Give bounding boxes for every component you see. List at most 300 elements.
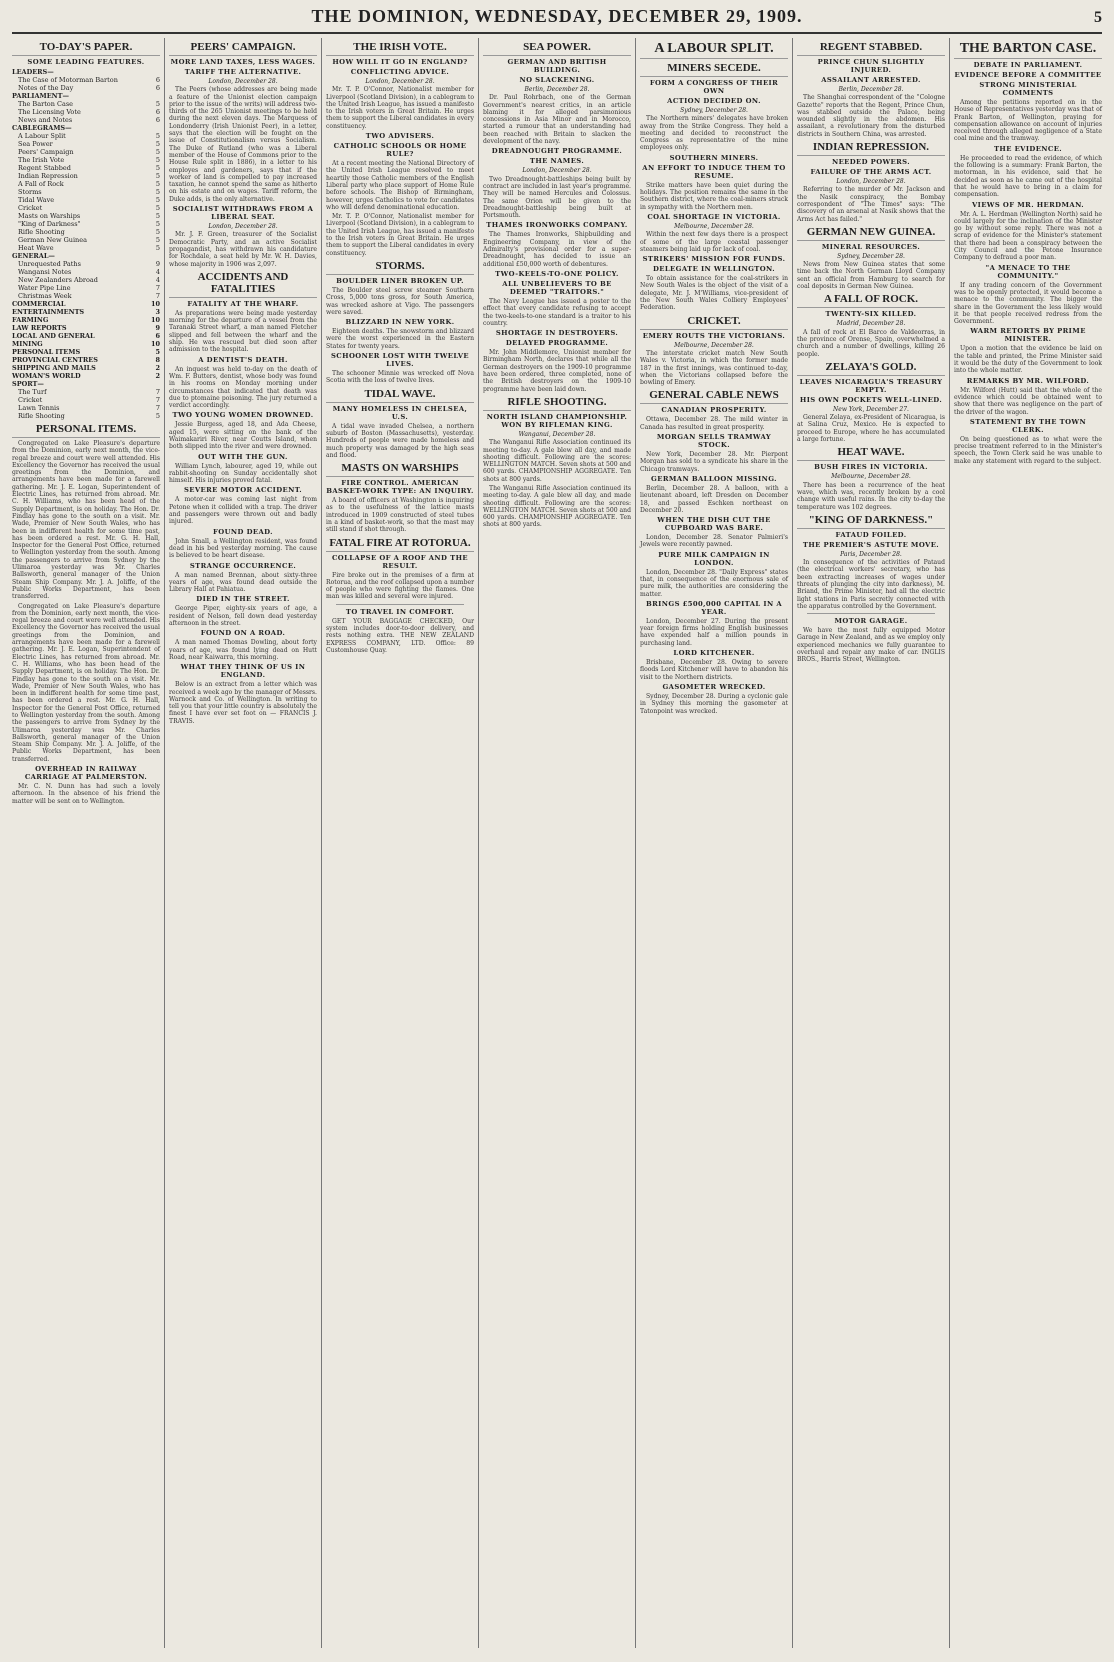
- article-headline: TWO YOUNG WOMEN DROWNED.: [172, 411, 314, 420]
- toc-page: 6: [155, 108, 160, 116]
- toc-label: PROVINCIAL CENTRES: [12, 356, 98, 364]
- column-7: [949, 38, 1106, 1648]
- toc-label: Cricket: [18, 204, 43, 212]
- barton-body-5: Upon a motion that the evidence be laid on the table and printed, the Prime Minister said it would be the duty of the Government to look into the whole matter.: [954, 345, 1102, 375]
- tidal-wave-sub: MANY HOMELESS IN CHELSEA, U.S.: [332, 404, 468, 421]
- toc-page: 5: [155, 172, 160, 180]
- personal-items-body-2: Congregated on Lake Pleasure's departure from the Dominion, early next month, the vice-regal breeze and court were well attended. His Excellency the Governor has received the usual greetings from the Dominion, and arrangements have been made for a farewell gathering. Mr. J. E. Logan, Superintendent of Electric Lines, has returned from abroad. Mr. C. H. Williams, who has been head of the Supply Department, is on holiday. The Hon. Dr. Findlay has gone to the south on a visit. Mr. Wade, Premier of New South Wales, who has been in indifferent health for some time past, has been ordered a rest. Mr. G. H. Hall, Inspector for the General Post Office, returned to Wellington yesterday from the south. Among the passengers to arrive from Sydney by the Ulimaroa yesterday was Mr. Charles Ballsworth, general manager of the Union Steam Ship Company. Mr. J. A. Joliffe, of the Public Works Department, has been transferred.: [12, 602, 160, 763]
- warm-retorts-head: WARM RETORTS BY PRIME MINISTER.: [970, 327, 1086, 344]
- article-body: William Lynch, labourer, aged 19, while out rabbit-shooting on Sunday accidentally shot himself. His injuries proved fatal.: [169, 462, 317, 485]
- toc-item: [12, 108, 160, 116]
- motor-garage-title: MOTOR GARAGE.: [834, 617, 908, 626]
- column-1: [8, 38, 164, 1648]
- toc-label: The Case of Motorman Barton: [18, 76, 118, 84]
- article-body: As preparations were being made yesterday morning for the departure of a vessel from the Taranaki Street wharf, a man named Fletcher slipped and fell between the wharf and the ship. He was rescued but died soon after admission to the hospital.: [169, 309, 317, 354]
- king-of-darkness-title: "KING OF DARKNESS.": [797, 514, 945, 529]
- toc-label: Christmas Week: [18, 292, 72, 300]
- toc-item: [12, 356, 160, 364]
- fall-of-rock-title: A FALL OF ROCK.: [797, 293, 945, 308]
- socialist-head: SOCIALIST WITHDRAWS FROM A LIBERAL SEAT.: [172, 205, 314, 222]
- toc-label: Sea Power: [18, 140, 53, 148]
- german-new-guinea-dateline: Sydney, December 28.: [837, 252, 905, 260]
- toc-page: 4: [155, 276, 160, 284]
- barton-body-3: Mr. A. L. Herdman (Wellington North) said he could largely for the inclination of the Minister go by without some reply. There was not a scrap of evidence for the Minister's statement that there had been a conspiracy between the City Council and the Petone Insurance Company to defraud a poor man.: [954, 210, 1102, 262]
- fall-of-rock-sub: TWENTY-SIX KILLED.: [825, 310, 917, 319]
- toc-item: [12, 380, 160, 388]
- evidence-committee-sub: EVIDENCE BEFORE A COMMITTEE: [954, 71, 1102, 79]
- barton-body-6: Mr. Wilford (Hutt) said that the whole of the evidence which could be obtained went to show that there was negligence on the part of the driver of the wagon.: [954, 386, 1102, 416]
- toc-item: [12, 220, 160, 228]
- toc-item: [12, 100, 160, 108]
- arms-act-head: FAILURE OF THE ARMS ACT.: [810, 168, 932, 177]
- peers-campaign-title: PEERS' CAMPAIGN.: [169, 41, 317, 56]
- article-headline: BRINGS £500,000 CAPITAL IN A YEAR.: [645, 599, 782, 616]
- column-6: [792, 38, 949, 1648]
- article-headline: FOUND DEAD.: [213, 527, 273, 536]
- toc-label: Lawn Tennis: [18, 404, 60, 412]
- ministerial-comments-sub: STRONG MINISTERIAL COMMENTS: [979, 81, 1077, 97]
- fatal-fire-title: FATAL FIRE AT ROTORUA.: [326, 537, 474, 552]
- toc-page: 10: [150, 300, 160, 308]
- tidal-wave-title: TIDAL WAVE.: [326, 388, 474, 403]
- article-body: Sydney, December 28. During a cyclonic gale in Sydney this morning the gasometer at Tatonpoint was wrecked.: [640, 692, 788, 715]
- article-body: John Small, a Wellington resident, was found dead in his bed yesterday morning. The cause is believed to be heart disease.: [169, 537, 317, 560]
- congress-dateline: Sydney, December 28.: [680, 107, 748, 114]
- personal-items-title: PERSONAL ITEMS.: [12, 423, 160, 438]
- article-body: London, December 28. "Daily Express" states that, in consequence of the enormous sale of pure milk, the authorities are considering the matter.: [640, 568, 788, 598]
- article-headline: STRANGE OCCURRENCE.: [189, 561, 297, 570]
- labour-split-subtitle: MINERS SECEDE.: [640, 62, 788, 77]
- divider: [807, 613, 935, 614]
- article-body: London, December 28. Senator Palmieri's Jewels were recently pawned.: [640, 534, 788, 549]
- general-cable-news-title: GENERAL CABLE NEWS: [640, 389, 788, 404]
- coal-shortage-body: Within the next few days there is a prospect of some of the large coastal passenger steamers being laid up for lack of coal.: [640, 231, 788, 253]
- article-headline: WHEN THE DISH CUT THE CUPBOARD WAS BARE.: [657, 516, 771, 533]
- article-body: A motor-car was coming last night from Petone when it collided with a trap. The driver and passengers were thrown out and badly injured.: [169, 496, 317, 526]
- toc-item: [12, 164, 160, 172]
- toc-page: 5: [155, 156, 160, 164]
- toc-item: [12, 284, 160, 292]
- toc-label: CABLEGRAMS—: [12, 124, 72, 132]
- tariff-dateline: London, December 28.: [208, 78, 278, 85]
- toc-label: SHIPPING AND MAILS: [12, 364, 96, 372]
- toc-label: A Labour Split: [18, 132, 66, 140]
- heat-wave-dateline: Melbourne, December 28.: [831, 473, 911, 481]
- article-headline: FOUND ON A ROAD.: [200, 629, 286, 638]
- article-headline: DIED IN THE STREET.: [196, 595, 290, 604]
- toc-page: 5: [155, 100, 160, 108]
- toc-item: [12, 236, 160, 244]
- toc-item: [12, 300, 160, 308]
- toc-label: Peers' Campaign: [18, 148, 74, 156]
- irish-vote-subtitle: HOW WILL IT GO IN ENGLAND?: [332, 58, 468, 66]
- german-new-guinea-body: News from New Guinea states that some time back the North German Lloyd Company sent an official from Hamburg to search for coal deposits in German New Guinea.: [797, 261, 945, 291]
- toc-page: 5: [155, 196, 160, 204]
- toc-page: 3: [155, 308, 160, 316]
- article-headline: LORD KITCHENER.: [673, 649, 755, 658]
- rifle-shooting-title: RIFLE SHOOTING.: [483, 396, 631, 411]
- zelaya-head: HIS OWN POCKETS WELL-LINED.: [799, 395, 943, 404]
- toc-page: 7: [155, 284, 160, 292]
- toc-label: PARLIAMENT—: [12, 92, 69, 100]
- article-headline: CANADIAN PROSPERITY.: [661, 406, 767, 415]
- german-new-guinea-sub: MINERAL RESOURCES.: [821, 242, 921, 251]
- two-keels-head: TWO-KEELS-TO-ONE POLICY.: [495, 269, 619, 278]
- toc-item: [12, 244, 160, 252]
- masts-title: MASTS ON WARSHIPS: [326, 462, 474, 477]
- toc-page: 6: [155, 332, 160, 340]
- assailant-dateline: Berlin, December 28.: [838, 86, 904, 93]
- toc-item: [12, 148, 160, 156]
- travel-ad-title: TO TRAVEL IN COMFORT.: [345, 607, 455, 616]
- barton-case-subtitle: DEBATE IN PARLIAMENT.: [973, 61, 1083, 69]
- page-number: 5: [1093, 9, 1102, 26]
- southern-miners-sub: AN EFFORT TO INDUCE THEM TO RESUME.: [642, 163, 786, 180]
- strikers-mission-body: To obtain assistance for the coal-strikers in New South Wales is the object of the visit of a delegate, Mr. J. M'Williams, vice-president of the New South Wales Colliery Employees' Federation.: [640, 275, 788, 312]
- toc-page: 5: [155, 204, 160, 212]
- toc-page: 6: [155, 116, 160, 124]
- toc-item: [12, 76, 160, 84]
- toc-label: Notes of the Day: [18, 84, 74, 92]
- toc-label: Regent Stabbed: [18, 164, 71, 172]
- heat-wave-title: HEAT WAVE.: [797, 446, 945, 461]
- article-body: Brisbane, December 28. Owing to severe floods Lord Kitchener will have to abandon his visit to the Northern districts.: [640, 659, 788, 681]
- article-body: George Piper, eighty-six years of age, a resident of Nelson, fell down dead yesterday afternoon in the street.: [169, 605, 317, 628]
- toc-item: [12, 116, 160, 124]
- rifle-shooting-body: The Wanganui Rifle Association continued its meeting to-day. A gale blew all day, and made shooting difficult. Following are the scores: WELLINGTON MATCH. Seven shots at 500 and 600 yards. CHAMPIONSHIP AGGREGATE. Ten shots at 800 yards.: [483, 439, 631, 483]
- shortage-head: SHORTAGE IN DESTROYERS.: [495, 329, 619, 338]
- toc-item: [12, 92, 160, 100]
- divider: [336, 604, 464, 605]
- toc-item: [12, 68, 160, 76]
- catholic-schools-sub: CATHOLIC SCHOOLS OR HOME RULE?: [333, 142, 467, 159]
- toc-item: [12, 196, 160, 204]
- general-cable-news-list: [640, 406, 788, 714]
- cricket-dateline: Melbourne, December 28.: [674, 341, 754, 349]
- toc-label: Storms: [18, 188, 42, 196]
- king-of-darkness-body: In consequence of the activities of Pataud (the electrical workers' secretary, who has been extracting increases of wages under threats of plunging the city into darkness), M. Briand, the Prime Minister, had all the electric light stations in Paris secretly connected with the apparatus controlled by the Government.: [797, 559, 945, 610]
- barton-case-title: THE BARTON CASE.: [954, 41, 1102, 59]
- toc-item: [12, 204, 160, 212]
- heat-wave-sub: BUSH FIRES IN VICTORIA.: [814, 463, 928, 472]
- toc-page: 5: [155, 148, 160, 156]
- conflicting-advice-dateline: London, December 28.: [365, 78, 435, 85]
- barton-body-7: On being questioned as to what were the precise treatment referred to in the Minister's speech, the Town Clerk said he was unable to make any statement with regard to the subject.: [954, 435, 1102, 465]
- masts-sub: FIRE CONTROL. AMERICAN BASKET-WORK TYPE: AN INQUIRY.: [326, 479, 474, 496]
- toc-page: 10: [150, 316, 160, 324]
- toc-label: The Irish Vote: [18, 156, 65, 164]
- arms-act-dateline: London, December 28.: [836, 178, 906, 186]
- fatal-fire-body: Fire broke out in the premises of a firm at Rotorua, and the roof collapsed upon a number of people who were fighting the flames. One man was killed and several were injured.: [326, 571, 474, 601]
- toc-label: Masts on Warships: [18, 212, 81, 220]
- toc-page: 5: [155, 164, 160, 172]
- toc-item: [12, 372, 160, 380]
- article-headline: MORGAN SELLS TRAMWAY STOCK.: [656, 433, 772, 450]
- peers-campaign-subtitle: MORE LAND TAXES, LESS WAGES.: [170, 58, 316, 66]
- sea-power-title: SEA POWER.: [483, 41, 631, 56]
- article-body: Jessie Burgess, aged 18, and Ada Cheese, aged 15, were sitting on the bank of the Waimakariri River, near Coutts Island, when both slipped into the river and were drowned.: [169, 421, 317, 451]
- southern-miners-body: Strike matters have been quiet during the holidays. The position remains the same in the Southern district, where the coal-miners struck in sympathy with the Northern men.: [640, 181, 788, 211]
- toc-page: 5: [155, 220, 160, 228]
- storms-list: [326, 277, 474, 385]
- rifle-shooting-dateline: Wanganui, December 28.: [518, 430, 596, 438]
- article-headline: SEVERE MOTOR ACCIDENT.: [183, 486, 303, 495]
- toc-page: 5: [155, 244, 160, 252]
- toc-item: [12, 212, 160, 220]
- no-slackening-head: NO SLACKENING.: [519, 76, 595, 84]
- toc-page: 9: [155, 260, 160, 268]
- article-body: An inquest was held to-day on the death of Wm. F. Butters, dentist, whose body was found in his rooms on Monday morning under circumstances that indicated that death was due to ptomaine poisoning. The jury returned a verdict accordingly.: [169, 365, 317, 410]
- toc-page: 5: [155, 188, 160, 196]
- coal-shortage-dateline: Melbourne, December 28.: [674, 222, 754, 230]
- dreadnought-sub: THE NAMES.: [529, 157, 585, 166]
- two-advisers-body-2: Mr. T. P. O'Connor, Nationalist member for Liverpool (Scotland Division), in a cablegram to the United Irish League, has issued a manifesto to the Irish voters in Great Britain. He urges them to support the Liberal candidates in every constituency.: [326, 213, 474, 257]
- masthead: [12, 6, 1102, 34]
- motor-garage-body: We have the most fully equipped Motor Garage in New Zealand, and as we employ only experienced mechanics we fully guarantee to overhaul and repair any make of car. INGLIS BROS., Harris Street, Wellington.: [797, 627, 945, 664]
- toc-label: Indian Repression: [18, 172, 78, 180]
- toc-item: [12, 188, 160, 196]
- toc-label: Tidal Wave: [18, 196, 55, 204]
- toc-page: 7: [155, 292, 160, 300]
- masthead-title: THE DOMINION, WEDNESDAY, DECEMBER 29, 1909.: [311, 6, 803, 26]
- article-body: Eighteen deaths. The snowstorm and blizzard were the worst experienced in the Eastern States for twenty years.: [326, 328, 474, 350]
- arms-act-body: Referring to the murder of Mr. Jackson and the Nasik conspiracy, the Bombay correspondent of "The Times" says: "The discovery of an arsenal at Nasik shows that the Arms Act has failed.": [797, 186, 945, 223]
- personal-items-body: Congregated on Lake Pleasure's departure from the Dominion, early next month, the vice-regal breeze and court were well attended. His Excellency the Governor has received the usual greetings from the Dominion, and arrangements have been made for a farewell gathering. Mr. J. E. Logan, Superintendent of Electric Lines, has returned from abroad. Mr. C. H. Williams, who has been head of the Supply Department, is on holiday. The Hon. Dr. Findlay has gone to the south on a visit. Mr. Wade, Premier of New South Wales, who has been in indifferent health for some time past, has been ordered a rest. Mr. G. H. Hall, Inspector for the General Post Office, returned to Wellington yesterday from the south. Among the passengers to arrive from Sydney by the Ulimaroa yesterday was Mr. Charles Ballsworth, general manager of the Union Steam Ship Company. Mr. J. A. Joliffe, of the Public Works Department, has been transferred.: [12, 440, 160, 601]
- wilford-head: REMARKS BY MR. WILFORD.: [966, 376, 1090, 385]
- toc-item: [12, 388, 160, 396]
- article-body: The Boulder steel screw steamer Southern Cross, 5,000 tons gross, for South America, was wrecked ashore at Vigo. The passengers were saved.: [326, 286, 474, 316]
- toc-label: Heat Wave: [18, 244, 54, 252]
- article-body: Below is an extract from a letter which was received a week ago by the manager of Messrs. Warnock and Co. of Wellington. In writing to tell you that your little country is absolutely the finest I have ever set foot on — FRANCIS J. TRAVIS.: [169, 681, 317, 725]
- article-body: Berlin, December 28. A balloon, with a lieutenant aboard, left Dresden on December 18, and passed Eschken northeast on December 20.: [640, 484, 788, 514]
- toc-item: [12, 172, 160, 180]
- article-body: The schooner Minnie was wrecked off Nova Scotia with the loss of twelve lives.: [326, 370, 474, 385]
- thames-head: THAMES IRONWORKS COMPANY.: [486, 221, 628, 230]
- premier-dateline: Paris, December 28.: [840, 550, 902, 558]
- fatal-fire-sub: COLLAPSE OF A ROOF AND THE RESULT.: [332, 553, 468, 570]
- indian-repression-title: INDIAN REPRESSION.: [797, 141, 945, 156]
- dreadnought-body: Two Dreadnought-battleships being built by contract are included in last year's programme. They will be named Hercules and Colossus. The same Orion will be given to the Dreadnought-battleship being built at Portsmouth.: [483, 175, 631, 220]
- strikers-mission-sub: DELEGATE IN WELLINGTON.: [653, 265, 775, 274]
- masts-body: A board of officers at Washington is inquiring as to the usefulness of the lattice masts introduced in 1909 constructed of steel tubes in a kind of basket-work, so that the mast may still stand if shot through.: [326, 497, 474, 534]
- toc-page: 5: [155, 228, 160, 236]
- toc-page: 7: [155, 404, 160, 412]
- congress-body: The Northern miners' delegates have broken away from the Strike Congress. They held a meeting and decided to reconstruct the Congress as representative of the mine employees only.: [640, 115, 788, 152]
- toc-item: [12, 364, 160, 372]
- toc-label: German New Guinea: [18, 236, 87, 244]
- toc-page: 5: [155, 140, 160, 148]
- toc-item: [12, 180, 160, 188]
- german-new-guinea-title: GERMAN NEW GUINEA.: [797, 226, 945, 241]
- two-keels-sub: ALL UNBELIEVERS TO BE DEEMED "TRAITORS.": [502, 279, 612, 296]
- fall-of-rock-body: A fall of rock at El Barco de Valdeorras, in the province of Orense, Spain, overwhelmed a church and a number of dwellings, killing 26 people.: [797, 328, 945, 358]
- king-of-darkness-sub: FATAUD FOILED.: [835, 530, 907, 539]
- regent-stabbed-title: REGENT STABBED.: [797, 41, 945, 56]
- barton-body-1: Among the petitions reported on in the House of Representatives yesterday was that of Frank Barton, of Wellington, praying for compensation allowance on account of injuries received through alleged negligence of a State coal mine and the tramway.: [954, 99, 1102, 143]
- columns: [8, 38, 1106, 1648]
- article-headline: BLIZZARD IN NEW YORK.: [345, 318, 455, 327]
- toc-page: 5: [155, 132, 160, 140]
- rifle-shooting-body-2: The Wanganui Rifle Association continued its meeting to-day. A gale blew all day, and made shooting difficult. Following are the scores: WELLINGTON MATCH. Seven shots at 500 and 600 yards. CHAMPIONSHIP AGGREGATE. Ten shots at 800 yards.: [483, 484, 631, 529]
- toc-label: FARMING: [12, 316, 49, 324]
- toc-item: [12, 156, 160, 164]
- toc-page: 2: [155, 372, 160, 380]
- toc-item: [12, 324, 160, 332]
- toc-page: 5: [155, 412, 160, 420]
- toc-label: Wangansi Notes: [18, 268, 72, 276]
- article-headline: FATALITY AT THE WHARF.: [187, 299, 299, 308]
- toc-label: ENTERTAINMENTS: [12, 308, 85, 316]
- toc-label: MINING: [12, 340, 43, 348]
- toc-item: [12, 140, 160, 148]
- todays-paper-title: TO-DAY'S PAPER.: [12, 41, 160, 56]
- toc-item: [12, 348, 160, 356]
- toc-label: GENERAL—: [12, 252, 55, 260]
- toc-label: Rifle Shooting: [18, 228, 65, 236]
- article-body: A man named Brennan, about sixty-three years of age, was found dead outside the Library Hall at Pahiatua.: [169, 571, 317, 594]
- evidence-head: THE EVIDENCE.: [993, 144, 1063, 153]
- toc-label: LOCAL AND GENERAL: [12, 332, 95, 340]
- toc-page: 5: [155, 236, 160, 244]
- socialist-dateline: London, December 28.: [208, 223, 278, 231]
- shortage-body: Mr. John Middlemore, Unionist member for Birmingham North, declares that while all the German destroyers on the 1909-10 programme have been ordered, three completed, none of the British destroyers on the 1909-10 programme have been laid down.: [483, 349, 631, 393]
- thames-body: The Thames Ironworks, Shipbuilding and Engineering Company, in view of the Admiralty's provisional order for a super-Dreadnought, has decided to issue an additional £50,000 worth of debentures.: [483, 231, 631, 268]
- dreadnought-head: DREADNOUGHT PROGRAMME.: [491, 147, 623, 156]
- column-4: [478, 38, 635, 1648]
- toc-item: [12, 84, 160, 92]
- toc-item: [12, 308, 160, 316]
- column-5: [635, 38, 792, 1648]
- toc-page: 6: [155, 76, 160, 84]
- no-slackening-body: Dr. Paul Rohrbach, one of the German Government's nearest critics, in an article blaming it for alleged parsimonious concessions in Asia Minor and in Morocco, started a rumour that an understanding had been reached with Britain to slacken the development of the navy.: [483, 94, 631, 146]
- overseer-body: Mr. C. N. Dunn has had such a lovely afternoon. In the absence of his friend the matter will be sent on to Wellington.: [12, 783, 160, 805]
- barton-body-2: He proceeded to read the evidence, of which the following is a summary: Frank Barton, the motorman, in his evidence, said that he decided as soon as he came out of the hospital that he would have to bring in a claim for compensation.: [954, 154, 1102, 199]
- toc-label: The Barton Case: [18, 100, 74, 108]
- zelaya-body: General Zelaya, ex-President of Nicaragua, is at Salina Cruz, Mexico. He is expected to proceed to Europe, where he has accumulated a large fortune.: [797, 414, 945, 444]
- toc-list: [12, 68, 160, 420]
- toc-item: [12, 412, 160, 420]
- article-headline: SCHOONER LOST WITH TWELVE LIVES.: [331, 352, 469, 369]
- toc-item: [12, 132, 160, 140]
- regent-stabbed-subtitle: PRINCE CHUN SLIGHTLY INJURED.: [817, 58, 925, 74]
- accidents-list: [169, 300, 317, 725]
- toc-label: COMMERCIAL: [12, 300, 66, 308]
- article-body: London, December 27. During the present year foreign firms holding English businesses have expended half a million pounds in purchasing land.: [640, 617, 788, 647]
- coal-shortage-head: COAL SHORTAGE IN VICTORIA.: [647, 212, 781, 221]
- toc-item: [12, 260, 160, 268]
- toc-label: The Licensing Vote: [18, 108, 81, 116]
- tidal-wave-body: A tidal wave invaded Chelsea, a northern suburb of Boston (Massachusetts), yesterday. Hundreds of people were made homeless and much property was damaged by the high seas and flood.: [326, 422, 474, 459]
- toc-label: Rifle Shooting: [18, 412, 65, 420]
- socialist-body: Mr. J. F. Green, treasurer of the Socialist Democratic Party, and an active Socialist propagandist, has withdrawn his candidature for Rochdale, a seat held by Mr. W. H. Davies, whose majority in 1906 was 2,097.: [169, 231, 317, 268]
- sea-power-subtitle: GERMAN AND BRITISH BUILDING.: [507, 58, 607, 74]
- congress-sub: ACTION DECIDED ON.: [667, 97, 761, 105]
- column-2: [164, 38, 321, 1648]
- toc-label: SPORT—: [12, 380, 44, 388]
- no-slackening-dateline: Berlin, December 28.: [524, 86, 590, 93]
- toc-label: News and Notes: [18, 116, 73, 124]
- cricket-sub: EMERY ROUTS THE VICTORIANS.: [642, 331, 786, 340]
- toc-label: PERSONAL ITEMS: [12, 348, 81, 356]
- toc-item: [12, 276, 160, 284]
- toc-item: [12, 124, 160, 132]
- storms-title: STORMS.: [326, 260, 474, 275]
- toc-label: Cricket: [18, 396, 43, 404]
- cricket-title: CRICKET.: [640, 315, 788, 330]
- toc-label: New Zealanders Abroad: [18, 276, 98, 284]
- toc-page: 4: [155, 268, 160, 276]
- article-headline: BOULDER LINER BROKEN UP.: [336, 276, 464, 285]
- heat-wave-body: There has been a recurrence of the heat wave, which was, recently broken by a cool change with useful rains. In the city to-day the temperature was 102 degrees.: [797, 481, 945, 511]
- tariff-body: The Peers (whose addresses are being made a feature of the Unionist election campaign prior to the issue of the writs) will address two-thirds of the 265 Unionist meetings to be held during the next eleven days. The Marquess of Londonderry (Irish Unionist Peer), in a letter, says that the election will be fought on the issue of Constitutionalism versus Socialism. The Duke of Rutland (who was a Liberal member of the House of Commons prior to the House Rule split in 1886), in a letter to his employes and gardeners, says that if the worker of land is compelled to pay increased taxation, he cannot spend the same as hitherto on his estate and on wages. Tariff reform, the Duke adds, is the only alternative.: [169, 86, 317, 203]
- fall-of-rock-dateline: Madrid, December 28.: [836, 320, 906, 328]
- zelaya-dateline: New York, December 27.: [833, 405, 909, 413]
- toc-item: [12, 340, 160, 348]
- barton-body-4: If any trading concern of the Government was to be openly protected, it would become a menace to the community. The bigger the share in the Government the less likely would it be that people received redress from the Government.: [954, 281, 1102, 326]
- toc-item: [12, 332, 160, 340]
- toc-label: WOMAN'S WORLD: [12, 372, 81, 380]
- two-keels-body: The Navy League has issued a poster to the effect that every candidate refusing to accept the two-keels-to-one standard is a traitor to his country.: [483, 297, 631, 327]
- assailant-head: ASSAILANT ARRESTED.: [821, 76, 921, 84]
- dreadnought-dateline: London, December 28.: [522, 167, 592, 175]
- toc-label: Water Pipe Line: [18, 284, 71, 292]
- accidents-title: ACCIDENTS AND FATALITIES: [169, 271, 317, 298]
- toc-page: 5: [155, 348, 160, 356]
- labour-split-title: A LABOUR SPLIT.: [640, 41, 788, 59]
- toc-page: 5: [155, 180, 160, 188]
- travel-ad-body: GET YOUR BAGGAGE CHECKED, Our system includes door-to-door delivery, and rests nothing extra. THE NEW ZEALAND EXPRESS COMPANY, LTD. Office: 89 Customhouse Quay.: [326, 617, 474, 654]
- toc-label: A Fall of Rock: [18, 180, 64, 188]
- toc-page: 2: [155, 364, 160, 372]
- zelaya-sub: LEAVES NICARAGUA'S TREASURY EMPTY.: [799, 377, 943, 394]
- strikers-mission-head: STRIKERS' MISSION FOR FUNDS.: [642, 255, 786, 264]
- toc-item: [12, 292, 160, 300]
- toc-page: 7: [155, 388, 160, 396]
- conflicting-advice-body: Mr. T. P. O'Connor, Nationalist member for Liverpool (Scotland Division), in a cablegram to the United Irish League, has issued a manifesto to the Irish voters in Great Britain. He urges them to support the Liberal candidates in every constituency.: [326, 86, 474, 130]
- article-headline: OUT WITH THE GUN.: [198, 452, 288, 461]
- toc-item: [12, 252, 160, 260]
- toc-item: [12, 396, 160, 404]
- article-headline: GASOMETER WRECKED.: [662, 682, 766, 691]
- toc-page: 8: [155, 356, 160, 364]
- two-advisers-body: At a recent meeting the National Directory of the United Irish League resolved to meet heartily those Catholic members of the English Liberal party who place support of Home Rule before schools. The Bishop of Birmingham, however, urges Catholics to vote for candidates who will defend denominational education.: [326, 160, 474, 211]
- article-body: A man named Thomas Dowling, about forty years of age, was found lying dead on Hutt Road, near Kaiwarra, this morning.: [169, 639, 317, 661]
- toc-label: "King of Darkness": [18, 220, 81, 228]
- todays-paper-subtitle: SOME LEADING FEATURES.: [27, 58, 145, 66]
- conflicting-advice-head: CONFLICTING ADVICE.: [350, 68, 450, 76]
- irish-vote-title: THE IRISH VOTE.: [326, 41, 474, 56]
- toc-page: 10: [150, 340, 160, 348]
- toc-label: LAW REPORTS: [12, 324, 67, 332]
- rifle-shooting-sub: NORTH ISLAND CHAMPIONSHIP. WON BY RIFLEMAN KING.: [486, 412, 628, 429]
- toc-item: [12, 316, 160, 324]
- toc-label: The Turf: [18, 388, 47, 396]
- herdman-head: VIEWS OF MR. HERDMAN.: [971, 200, 1085, 209]
- town-clerk-head: STATEMENT BY THE TOWN CLERK.: [969, 417, 1087, 434]
- toc-label: Unrequested Paths: [18, 260, 81, 268]
- toc-item: [12, 404, 160, 412]
- article-body: Ottawa, December 28. The mild winter in Canada has resulted in great prosperity.: [640, 416, 788, 431]
- congress-head: FORM A CONGRESS OF THEIR OWN: [649, 79, 779, 95]
- zelaya-title: ZELAYA'S GOLD.: [797, 361, 945, 376]
- column-3: [321, 38, 478, 1648]
- tariff-head: TARIFF THE ALTERNATIVE.: [184, 68, 302, 76]
- menace-head: "A MENACE TO THE COMMUNITY.": [985, 263, 1071, 280]
- toc-page: 6: [155, 84, 160, 92]
- toc-label: LEADERS—: [12, 68, 54, 76]
- two-advisers-head: TWO ADVISERS.: [365, 132, 435, 141]
- cricket-body: The interstate cricket match New South Wales v. Victoria, in which the former made 187 in the first innings, was continued to-day, when the Victorians collapsed before the bowling of Emery.: [640, 349, 788, 387]
